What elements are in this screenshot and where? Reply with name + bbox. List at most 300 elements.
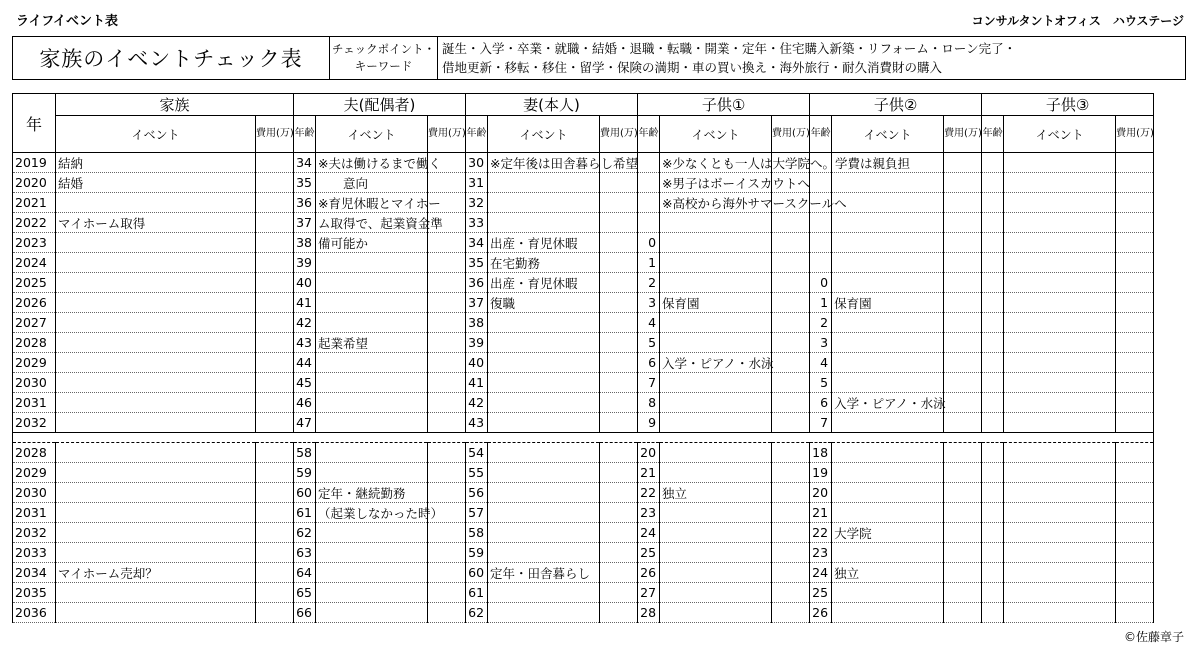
husband-event-cell (316, 523, 428, 543)
family-event-cell (56, 583, 256, 603)
child3-cost-cell (1116, 293, 1154, 313)
sheet-title: ライフイベント表 (16, 14, 119, 29)
child2-cost-cell (944, 603, 982, 623)
family-event-cell (56, 313, 256, 333)
husband-cost-cell (428, 483, 466, 503)
family-cost-cell (256, 543, 294, 563)
husband-event-cell (316, 443, 428, 463)
husband-age-cell: 58 (294, 443, 316, 463)
child2-event-cell: 独立 (832, 563, 944, 583)
child3-event-cell (1004, 253, 1116, 273)
wife-cost-cell (600, 443, 638, 463)
family-cost-cell (256, 233, 294, 253)
keywords-line: 借地更新・移転・移住・留学・保険の満期・車の買い換え・海外旅行・耐久消費財の購入 (442, 60, 943, 75)
table-row (13, 153, 1154, 173)
child3-age-cell (982, 463, 1004, 483)
child3-event-cell (1004, 293, 1116, 313)
husband-age-cell: 39 (294, 253, 316, 273)
child2-cost-cell (944, 523, 982, 543)
group-header-husband: 夫(配偶者) (294, 94, 466, 116)
husband-age-cell: 36 (294, 193, 316, 213)
wife-age-cell: 40 (466, 353, 488, 373)
wife-cost-cell (600, 413, 638, 433)
family-cost-cell (256, 563, 294, 583)
child3-event-cell (1004, 603, 1116, 623)
child2-age-cell: 22 (810, 523, 832, 543)
table-row (13, 503, 1154, 523)
child2-cost-cell (944, 353, 982, 373)
wife-cost-cell (600, 523, 638, 543)
year-cell: 2028 (13, 333, 56, 353)
child2-event-cell (832, 373, 944, 393)
child3-cost-cell (1116, 153, 1154, 173)
wife-age-cell: 42 (466, 393, 488, 413)
family-event-cell (56, 443, 256, 463)
year-cell: 2020 (13, 173, 56, 193)
family-event-cell: マイホーム売却？ (56, 563, 256, 583)
husband-age-cell: 60 (294, 483, 316, 503)
child2-event-cell: 入学・ピアノ・水泳 (832, 393, 944, 413)
table-row (13, 603, 1154, 623)
table-row (13, 273, 1154, 293)
husband-event-cell: ム取得で、起業資金準 (316, 213, 428, 233)
company-name: コンサルタントオフィス ハウステージ (971, 14, 1184, 28)
husband-age-cell: 63 (294, 543, 316, 563)
wife-age-cell: 43 (466, 413, 488, 433)
age-header: 年齢 (294, 116, 316, 153)
child1-age-cell: 4 (638, 313, 660, 333)
child2-event-cell (832, 543, 944, 563)
group-header-child3: 子供③ (982, 94, 1154, 116)
child3-cost-cell (1116, 273, 1154, 293)
wife-cost-cell (600, 173, 638, 193)
wife-event-cell (488, 173, 600, 193)
husband-age-cell: 47 (294, 413, 316, 433)
child2-event-cell (832, 583, 944, 603)
wife-cost-cell (600, 603, 638, 623)
header-sub-row (13, 116, 1154, 153)
table-row (13, 583, 1154, 603)
child2-cost-cell (944, 193, 982, 213)
husband-event-cell (316, 603, 428, 623)
wife-event-cell (488, 193, 600, 213)
husband-event-cell (316, 373, 428, 393)
family-event-cell (56, 503, 256, 523)
wife-age-cell: 60 (466, 563, 488, 583)
child1-cost-cell (772, 563, 810, 583)
wife-cost-cell (600, 233, 638, 253)
family-cost-cell (256, 153, 294, 173)
cost-header: 費用(万) (1116, 116, 1154, 153)
family-event-cell (56, 233, 256, 253)
wife-event-cell (488, 523, 600, 543)
year-cell: 2030 (13, 373, 56, 393)
child3-event-cell (1004, 373, 1116, 393)
child3-age-cell (982, 603, 1004, 623)
age-header: 年齢 (638, 116, 660, 153)
child1-age-cell: 20 (638, 443, 660, 463)
keywords-line: 誕生・入学・卒業・就職・結婚・退職・転職・開業・定年・住宅購入新築・リフォーム・ローン完了・ (442, 41, 1017, 56)
wife-age-cell: 33 (466, 213, 488, 233)
child3-age-cell (982, 193, 1004, 213)
wife-event-cell: 在宅勤務 (488, 253, 600, 273)
cost-header: 費用(万) (944, 116, 982, 153)
child2-cost-cell (944, 583, 982, 603)
family-event-cell: 結納 (56, 153, 256, 173)
child3-cost-cell (1116, 413, 1154, 433)
child3-cost-cell (1116, 193, 1154, 213)
child2-age-cell: 7 (810, 413, 832, 433)
wife-age-cell: 35 (466, 253, 488, 273)
year-cell: 2029 (13, 353, 56, 373)
event-table (12, 93, 1154, 623)
family-cost-cell (256, 443, 294, 463)
family-cost-cell (256, 603, 294, 623)
child2-age-cell: 4 (810, 353, 832, 373)
year-cell: 2032 (13, 413, 56, 433)
checkpoint-label-line: キーワード (354, 59, 413, 73)
child2-cost-cell (944, 313, 982, 333)
child2-cost-cell (944, 373, 982, 393)
child1-cost-cell (772, 443, 810, 463)
table-row (13, 413, 1154, 433)
husband-cost-cell (428, 523, 466, 543)
child1-age-cell: 9 (638, 413, 660, 433)
cost-header: 費用(万) (600, 116, 638, 153)
child2-cost-cell (944, 233, 982, 253)
child2-age-cell: 3 (810, 333, 832, 353)
child3-event-cell (1004, 413, 1116, 433)
husband-cost-cell (428, 543, 466, 563)
family-cost-cell (256, 293, 294, 313)
wife-cost-cell (600, 353, 638, 373)
wife-age-cell: 37 (466, 293, 488, 313)
wife-age-cell: 56 (466, 483, 488, 503)
wife-cost-cell (600, 563, 638, 583)
wife-cost-cell (600, 213, 638, 233)
wife-cost-cell (600, 393, 638, 413)
child1-event-cell (660, 463, 772, 483)
child1-age-cell: 8 (638, 393, 660, 413)
husband-event-cell (316, 563, 428, 583)
child1-age-cell (638, 213, 660, 233)
table-row (13, 543, 1154, 563)
child2-event-cell (832, 313, 944, 333)
child3-cost-cell (1116, 543, 1154, 563)
header-group-row (13, 94, 1154, 116)
child3-cost-cell (1116, 463, 1154, 483)
family-cost-cell (256, 463, 294, 483)
child3-age-cell (982, 153, 1004, 173)
wife-event-cell (488, 543, 600, 563)
husband-event-cell (316, 463, 428, 483)
child1-age-cell: 22 (638, 483, 660, 503)
family-event-cell (56, 483, 256, 503)
year-cell: 2032 (13, 523, 56, 543)
child1-cost-cell (772, 373, 810, 393)
table-row (13, 193, 1154, 213)
child1-age-cell (638, 153, 660, 173)
child2-cost-cell (944, 543, 982, 563)
family-event-cell (56, 463, 256, 483)
wife-age-cell: 30 (466, 153, 488, 173)
child3-age-cell (982, 443, 1004, 463)
child1-age-cell: 3 (638, 293, 660, 313)
husband-event-cell (316, 413, 428, 433)
table-row (13, 233, 1154, 253)
wife-cost-cell (600, 463, 638, 483)
husband-age-cell: 59 (294, 463, 316, 483)
child3-age-cell (982, 273, 1004, 293)
child3-age-cell (982, 253, 1004, 273)
checkpoint-label (330, 37, 438, 79)
wife-cost-cell (600, 543, 638, 563)
child3-event-cell (1004, 233, 1116, 253)
child3-age-cell (982, 583, 1004, 603)
child2-cost-cell (944, 393, 982, 413)
wife-age-cell: 57 (466, 503, 488, 523)
child2-age-cell (810, 233, 832, 253)
child2-cost-cell (944, 563, 982, 583)
child1-event-cell (660, 603, 772, 623)
child1-cost-cell (772, 233, 810, 253)
table-title: 家族のイベントチェック表 (13, 37, 330, 79)
event-header: イベント (488, 116, 600, 153)
child1-event-cell: ※少なくとも一人は大学院へ。学費は親負担 (660, 153, 772, 173)
year-cell: 2027 (13, 313, 56, 333)
child2-cost-cell (944, 413, 982, 433)
child3-cost-cell (1116, 443, 1154, 463)
child1-event-cell: 保育園 (660, 293, 772, 313)
family-cost-cell (256, 313, 294, 333)
husband-age-cell: 37 (294, 213, 316, 233)
copyright: ©佐藤章子 (1123, 630, 1184, 644)
husband-cost-cell (428, 463, 466, 483)
year-cell: 2031 (13, 393, 56, 413)
table-row (13, 523, 1154, 543)
wife-cost-cell (600, 293, 638, 313)
family-event-cell (56, 293, 256, 313)
wife-event-cell: 復職 (488, 293, 600, 313)
wife-event-cell (488, 393, 600, 413)
event-header: イベント (660, 116, 772, 153)
child1-cost-cell (772, 273, 810, 293)
child1-cost-cell (772, 213, 810, 233)
husband-age-cell: 66 (294, 603, 316, 623)
husband-event-cell (316, 583, 428, 603)
husband-age-cell: 35 (294, 173, 316, 193)
child2-age-cell: 6 (810, 393, 832, 413)
child1-cost-cell (772, 523, 810, 543)
child1-age-cell: 0 (638, 233, 660, 253)
child2-cost-cell (944, 293, 982, 313)
child3-event-cell (1004, 333, 1116, 353)
wife-cost-cell (600, 503, 638, 523)
family-event-cell (56, 543, 256, 563)
child3-age-cell (982, 543, 1004, 563)
family-cost-cell (256, 333, 294, 353)
child3-cost-cell (1116, 253, 1154, 273)
husband-cost-cell (428, 253, 466, 273)
child2-cost-cell (944, 483, 982, 503)
year-cell: 2036 (13, 603, 56, 623)
child3-event-cell (1004, 523, 1116, 543)
child1-cost-cell (772, 333, 810, 353)
husband-age-cell: 44 (294, 353, 316, 373)
husband-event-cell: 備可能か (316, 233, 428, 253)
child1-event-cell (660, 373, 772, 393)
year-cell: 2031 (13, 503, 56, 523)
wife-age-cell: 32 (466, 193, 488, 213)
event-header: イベント (1004, 116, 1116, 153)
wife-age-cell: 62 (466, 603, 488, 623)
family-cost-cell (256, 213, 294, 233)
wife-cost-cell (600, 373, 638, 393)
child1-event-cell (660, 333, 772, 353)
family-event-cell (56, 603, 256, 623)
child2-age-cell: 26 (810, 603, 832, 623)
child3-age-cell (982, 503, 1004, 523)
table-row (13, 393, 1154, 413)
child3-age-cell (982, 373, 1004, 393)
child1-age-cell: 28 (638, 603, 660, 623)
husband-cost-cell (428, 293, 466, 313)
cost-header: 費用(万) (256, 116, 294, 153)
year-cell: 2023 (13, 233, 56, 253)
child3-event-cell (1004, 313, 1116, 333)
year-cell: 2028 (13, 443, 56, 463)
husband-event-cell (316, 543, 428, 563)
husband-cost-cell (428, 333, 466, 353)
family-event-cell (56, 253, 256, 273)
husband-age-cell: 61 (294, 503, 316, 523)
child3-age-cell (982, 233, 1004, 253)
year-cell: 2022 (13, 213, 56, 233)
family-event-cell (56, 193, 256, 213)
wife-event-cell (488, 463, 600, 483)
child1-age-cell: 26 (638, 563, 660, 583)
child3-age-cell (982, 523, 1004, 543)
child1-age-cell: 23 (638, 503, 660, 523)
child1-age-cell: 21 (638, 463, 660, 483)
section-divider (13, 433, 1154, 443)
child1-cost-cell (772, 253, 810, 273)
child3-event-cell (1004, 213, 1116, 233)
child3-age-cell (982, 293, 1004, 313)
child2-age-cell: 1 (810, 293, 832, 313)
child3-age-cell (982, 353, 1004, 373)
child1-event-cell: ※男子はボーイスカウトへ (660, 173, 772, 193)
child2-age-cell: 0 (810, 273, 832, 293)
child1-event-cell (660, 393, 772, 413)
family-cost-cell (256, 583, 294, 603)
child1-event-cell (660, 523, 772, 543)
child3-cost-cell (1116, 213, 1154, 233)
child2-age-cell: 23 (810, 543, 832, 563)
husband-age-cell: 46 (294, 393, 316, 413)
child2-cost-cell (944, 333, 982, 353)
child3-event-cell (1004, 153, 1116, 173)
child1-event-cell (660, 583, 772, 603)
child1-event-cell (660, 273, 772, 293)
wife-age-cell: 61 (466, 583, 488, 603)
table-body (13, 153, 1154, 623)
child2-cost-cell (944, 173, 982, 193)
child1-cost-cell (772, 463, 810, 483)
child1-age-cell: 5 (638, 333, 660, 353)
child2-event-cell (832, 153, 944, 173)
child2-event-cell (832, 333, 944, 353)
event-header: イベント (56, 116, 256, 153)
event-header: イベント (316, 116, 428, 153)
year-cell: 2026 (13, 293, 56, 313)
year-cell: 2021 (13, 193, 56, 213)
child3-event-cell (1004, 193, 1116, 213)
child1-age-cell: 27 (638, 583, 660, 603)
child1-cost-cell (772, 543, 810, 563)
header-box (12, 36, 1186, 80)
family-cost-cell (256, 393, 294, 413)
husband-event-cell: 定年・継続勤務 (316, 483, 428, 503)
child3-cost-cell (1116, 563, 1154, 583)
wife-age-cell: 54 (466, 443, 488, 463)
child3-cost-cell (1116, 353, 1154, 373)
table-row (13, 333, 1154, 353)
husband-cost-cell (428, 393, 466, 413)
table-row (13, 443, 1154, 463)
child1-event-cell (660, 563, 772, 583)
child2-event-cell (832, 193, 944, 213)
wife-cost-cell (600, 313, 638, 333)
husband-age-cell: 42 (294, 313, 316, 333)
family-cost-cell (256, 173, 294, 193)
child1-event-cell: 独立 (660, 483, 772, 503)
wife-age-cell: 58 (466, 523, 488, 543)
family-event-cell (56, 273, 256, 293)
wife-event-cell: 定年・田舎暮らし (488, 563, 600, 583)
child1-event-cell: 入学・ピアノ・水泳 (660, 353, 772, 373)
child2-event-cell (832, 253, 944, 273)
wife-age-cell: 34 (466, 233, 488, 253)
family-cost-cell (256, 523, 294, 543)
table-row (13, 483, 1154, 503)
wife-event-cell (488, 413, 600, 433)
husband-event-cell: 意向 (316, 173, 428, 193)
child1-age-cell: 2 (638, 273, 660, 293)
group-header-wife: 妻(本人) (466, 94, 638, 116)
husband-event-cell (316, 293, 428, 313)
husband-cost-cell (428, 233, 466, 253)
child3-event-cell (1004, 463, 1116, 483)
child1-cost-cell (772, 503, 810, 523)
family-cost-cell (256, 193, 294, 213)
husband-event-cell (316, 313, 428, 333)
child1-event-cell (660, 413, 772, 433)
child2-age-cell: 2 (810, 313, 832, 333)
child3-event-cell (1004, 443, 1116, 463)
child3-cost-cell (1116, 333, 1154, 353)
wife-event-cell (488, 603, 600, 623)
husband-age-cell: 43 (294, 333, 316, 353)
husband-age-cell: 34 (294, 153, 316, 173)
group-header-family: 家族 (56, 94, 294, 116)
family-cost-cell (256, 373, 294, 393)
child1-event-cell (660, 443, 772, 463)
family-cost-cell (256, 483, 294, 503)
child3-age-cell (982, 333, 1004, 353)
age-header: 年齢 (466, 116, 488, 153)
child1-event-cell (660, 313, 772, 333)
